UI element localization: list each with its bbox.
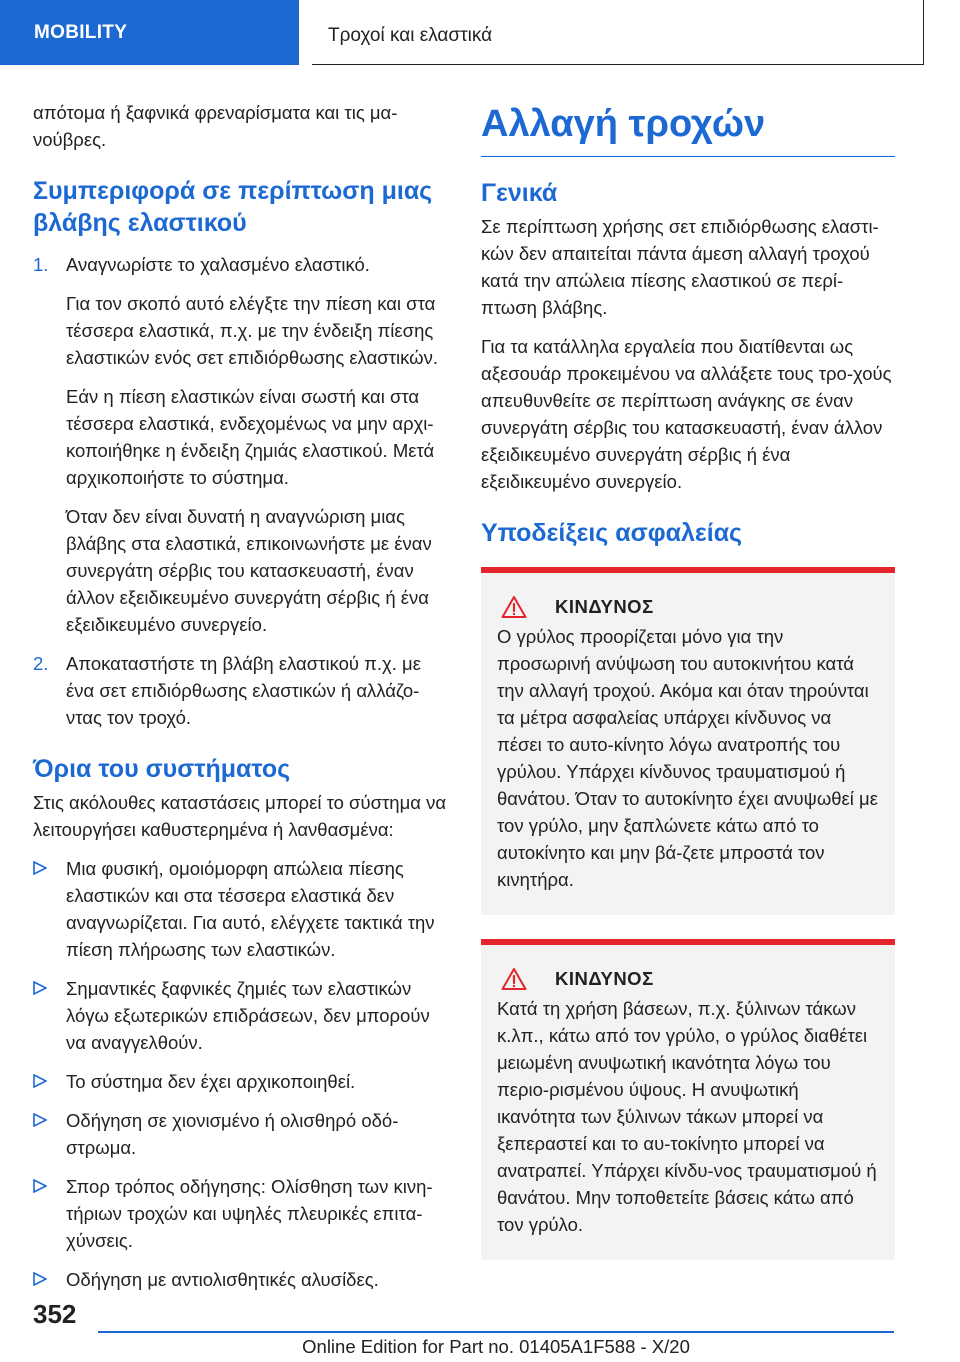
- danger-text: Ο γρύλος προορίζεται μόνο για την προσωρινή ανύψωση του αυτοκινήτου κατά την αλλαγή τροχού. Ακόμα και όταν τηρούνται τα μέτρα ασφαλείας υπάρχει κίνδυνος να πέσει το αυτο-κίνητο λόγω ανατροπής του γρύλου. Υπάρχει κίνδυνος τραυματισμού ή θανάτου. Όταν το αυτοκίνητο έχει ανυψωθεί με τον γρύλο, μην ξαπλώνετε κάτω από το αυτοκίνητο και μην βά-ζετε μπροστά τον κινητήρα.: [497, 626, 878, 890]
- list-item: [33, 1068, 448, 1095]
- triangle-bullet-icon: [33, 861, 47, 875]
- list-item-text: Σπορ τρόπος οδήγησης: Ολίσθηση των κινη-τήριων τροχών και υψηλές πλευρικές επιτα-χύνσεις.: [66, 1176, 433, 1251]
- step-text: Αναγνωρίστε το χαλασμένο ελαστικό.: [66, 254, 370, 275]
- step-paragraph: Εάν η πίεση ελαστικών είναι σωστή και στα τέσσερα ελαστικά, ενδεχομένως να μην αρχι-κοποιήθηκε η ένδειξη ζημιάς ελαστικού. Μετά αρχικοποιήστε το σύστημα.: [66, 386, 435, 488]
- step-number: 2.: [33, 653, 49, 674]
- list-item: [33, 855, 448, 963]
- danger-label: ΚΙΝΔΥΝΟΣ: [555, 596, 654, 617]
- warning-triangle-icon: [501, 967, 527, 991]
- heading-system-limits: Όρια του συστήματος: [33, 755, 291, 783]
- section-tab: MOBILITY: [0, 0, 299, 65]
- general-paragraph: Για τα κατάλληλα εργαλεία που διατίθενται ως αξεσουάρ προκειμένου να αλλάξετε τους τρο-χούς απευθυνθείτε σε περίπτωση ανάγκης σε έναν συνεργάτη σέρβις του κατασκευαστή, έναν άλλον εξειδικευμένο συνεργάτη σέρβις ή ένα εξειδικευμένο συνεργείο.: [481, 336, 892, 492]
- triangle-bullet-icon: [33, 1113, 47, 1127]
- footer-divider: [98, 1331, 894, 1333]
- triangle-bullet-icon: [33, 981, 47, 995]
- right-column: [481, 100, 895, 1260]
- danger-header: [497, 595, 879, 619]
- heading-safety: Υποδείξεις ασφαλείας: [481, 519, 743, 547]
- list-item: [33, 1266, 448, 1293]
- chapter-header-title: Τροχοί και ελαστικά: [312, 0, 924, 65]
- heading-tire-failure: Συμπεριφορά σε περίπτωση μιας βλάβης ελαστικού: [33, 177, 433, 237]
- list-item-text: Μια φυσική, ομοιόμορφη απώλεια πίεσης ελαστικών και στα τέσσερα ελαστικά δεν αναγνωρίζεται. Για αυτό, ελέγχετε τακτικά την πίεση πλήρωσης των ελαστικών.: [66, 858, 435, 960]
- list-item-text: Οδήγηση σε χιονισμένο ή ολισθηρό οδό-στρωμα.: [66, 1110, 399, 1158]
- step-paragraph: Όταν δεν είναι δυνατή η αναγνώριση μιας βλάβης στα ελαστικά, επικοινωνήστε με έναν συνεργάτη σέρβις του κατασκευαστή, έναν άλλον εξειδικευμένο συνεργάτη σέρβις ή ένα εξειδικευμένο συνεργείο.: [66, 506, 432, 635]
- footer-edition: Online Edition for Part no. 01405A1F588 - X/20: [302, 1336, 690, 1357]
- list-item: [33, 1107, 448, 1161]
- triangle-bullet-icon: [33, 1074, 47, 1088]
- step-text: Αποκαταστήστε τη βλάβη ελαστικού π.χ. με ένα σετ επιδιόρθωσης ελαστικών ή αλλάζο-ντας τον τροχό.: [66, 653, 421, 728]
- limits-intro: Στις ακόλουθες καταστάσεις μπορεί το σύστημα να λειτουργήσει καθυστερημένα ή λανθασμένα:: [33, 792, 447, 840]
- general-paragraph: Σε περίπτωση χρήσης σετ επιδιόρθωσης ελαστι-κών δεν απαιτείται πάντα άμεση αλλαγή τροχού κατά την απώλεια πίεσης ελαστικού σε περί-πτωση βλάβης.: [481, 216, 879, 318]
- list-item: [33, 975, 448, 1056]
- step-number: 1.: [33, 254, 49, 275]
- danger-header: [497, 967, 879, 991]
- list-item-text: Οδήγηση με αντιολισθητικές αλυσίδες.: [66, 1269, 379, 1290]
- step-paragraph: Για τον σκοπό αυτό ελέγξτε την πίεση και στα τέσσερα ελαστικά, π.χ. με την ένδειξη πίεσης ελαστικών ενός σετ επιδιόρθωσης ελαστικών.: [66, 293, 439, 368]
- danger-box: [481, 939, 895, 1260]
- list-item: [33, 1173, 448, 1254]
- intro-text: απότομα ή ξαφνικά φρεναρίσματα και τις μα-νούβρες.: [33, 102, 398, 150]
- list-item-text: Σημαντικές ξαφνικές ζημιές των ελαστικών λόγω εξωτερικών επιδράσεων, δεν μπορούν να αναγγελθούν.: [66, 978, 430, 1053]
- step-2: [33, 650, 448, 731]
- triangle-bullet-icon: [33, 1272, 47, 1286]
- warning-triangle-icon: [501, 595, 527, 619]
- danger-text: Κατά τη χρήση βάσεων, π.χ. ξύλινων τάκων κ.λπ., κάτω από τον γρύλο, ο γρύλος διαθέτει μειωμένη ανυψωτική ικανότητα λόγω του περιο-ρισμένου ύψους. Η ανυψωτική ικανότητα των ξύλινων τάκων μπορεί να ξεπεραστεί και το αυ-τοκίνητο μπορεί να ανατραπεί. Υπάρχει κίνδυ-νος τραυματισμού ή θανάτου. Μην τοποθετείτε βάσεις κάτω από τον γρύλο.: [497, 998, 877, 1235]
- step-1: [33, 251, 448, 638]
- danger-label: ΚΙΝΔΥΝΟΣ: [555, 968, 654, 989]
- page-number: 352: [33, 1299, 77, 1329]
- triangle-bullet-icon: [33, 1179, 47, 1193]
- chapter-title: Αλλαγή τροχών: [481, 100, 895, 157]
- left-column: [33, 99, 448, 1293]
- heading-general: Γενικά: [481, 179, 558, 207]
- danger-box: [481, 567, 895, 915]
- list-item-text: Το σύστημα δεν έχει αρχικοποιηθεί.: [66, 1071, 356, 1092]
